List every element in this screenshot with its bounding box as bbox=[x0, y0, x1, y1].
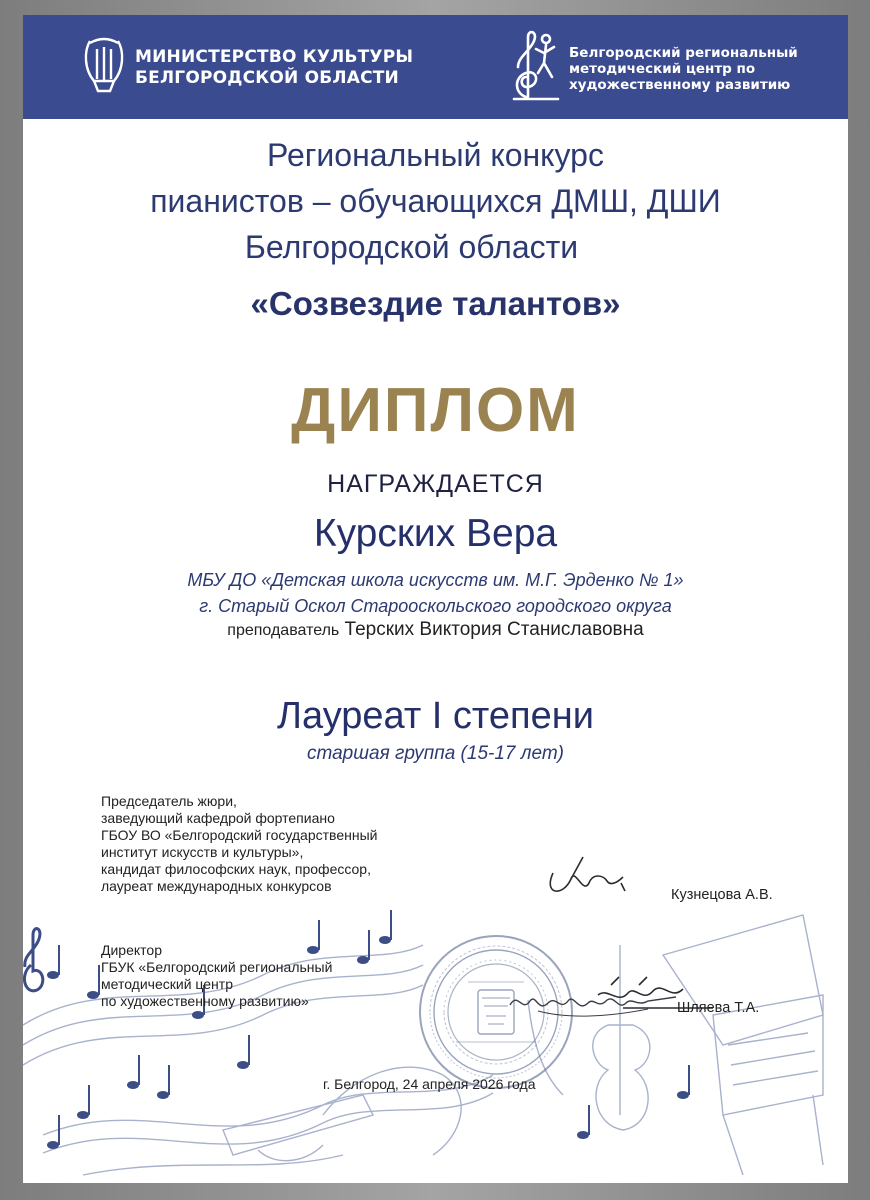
header-band bbox=[23, 15, 848, 119]
diploma-sheet bbox=[23, 15, 848, 1183]
director-line-1: Директор bbox=[101, 942, 162, 958]
award-title: Лауреат I степени bbox=[277, 695, 594, 737]
center-title bbox=[569, 45, 798, 93]
jury-line-4: институт искусств и культуры», bbox=[101, 844, 304, 860]
director-signature-icon bbox=[508, 983, 678, 1023]
treble-clef-dancer-logo-icon bbox=[504, 27, 564, 103]
ministry-line-1: МИНИСТЕРСТВО КУЛЬТУРЫ bbox=[135, 47, 414, 67]
jury-line-2: заведующий кафедрой фортепиано bbox=[101, 810, 335, 826]
diploma-title: ДИПЛОМ bbox=[291, 376, 580, 445]
contest-line-1: Региональный конкурс bbox=[267, 137, 604, 173]
teacher-line bbox=[23, 619, 848, 641]
school-line-1: МБУ ДО «Детская школа искусств им. М.Г. Эрденко № 1» bbox=[187, 570, 684, 590]
director-line-2: ГБУК «Белгородский региональный bbox=[101, 959, 333, 975]
jury-line-3: ГБОУ ВО «Белгородский государственный bbox=[101, 827, 378, 843]
director-name: Шляева Т.А. bbox=[677, 1000, 760, 1016]
ministry-title bbox=[135, 47, 413, 89]
jury-line-6: лауреат международных конкурсов bbox=[101, 878, 332, 894]
jury-line-1: Председатель жюри, bbox=[101, 793, 237, 809]
school-info bbox=[23, 567, 848, 619]
jury-line-5: кандидат философских наук, профессор, bbox=[101, 861, 371, 877]
place-and-date: г. Белгород, 24 апреля 2026 года bbox=[323, 1076, 536, 1092]
teacher-name: Терских Виктория Станиславовна bbox=[344, 619, 644, 640]
contest-name: «Созвездие талантов» bbox=[250, 285, 621, 322]
lyre-logo-icon bbox=[80, 35, 128, 95]
contest-title bbox=[23, 132, 848, 270]
awarded-label: НАГРАЖДАЕТСЯ bbox=[327, 470, 544, 498]
director-line-4: по художественному развитию» bbox=[101, 993, 309, 1009]
director-line-3: методический центр bbox=[101, 976, 233, 992]
center-line-3: художественному развитию bbox=[569, 77, 791, 93]
center-line-2: методический центр по bbox=[569, 61, 756, 77]
ministry-line-2: БЕЛГОРОДСКОЙ ОБЛАСТИ bbox=[135, 68, 399, 88]
age-group: старшая группа (15-17 лет) bbox=[306, 743, 564, 764]
jury-chair-name: Кузнецова А.В. bbox=[671, 887, 773, 903]
center-line-1: Белгородский региональный bbox=[569, 45, 798, 61]
teacher-label: преподаватель bbox=[227, 622, 340, 639]
contest-line-2: пианистов – обучающихся ДМШ, ДШИ bbox=[150, 183, 721, 219]
director-block bbox=[101, 942, 332, 1010]
recipient-name: Курских Вера bbox=[313, 512, 558, 555]
contest-line-3: Белгородской области bbox=[244, 229, 579, 265]
school-line-2: г. Старый Оскол Старооскольского городского округа bbox=[199, 596, 672, 616]
jury-chair-block bbox=[101, 793, 377, 895]
